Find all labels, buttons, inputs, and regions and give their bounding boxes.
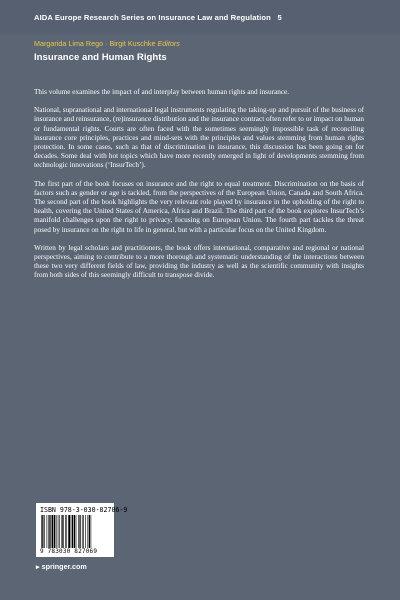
editors-line — [34, 39, 180, 48]
book-title: Insurance and Human Rights — [34, 52, 167, 63]
barcode-bar — [42, 515, 43, 548]
blurb — [34, 88, 364, 290]
barcode-bar — [88, 515, 89, 548]
barcode-bar — [59, 515, 60, 548]
barcode-bar — [85, 515, 86, 548]
barcode-bar — [61, 515, 62, 548]
barcode-bar — [65, 515, 66, 548]
isbn-label: ISBN 978-3-030-82706-9 — [40, 506, 128, 514]
barcode-bar — [56, 515, 57, 548]
barcode-bar — [41, 515, 42, 548]
barcode-bar — [83, 515, 84, 548]
barcode-bar — [79, 515, 80, 548]
barcode-bar — [66, 515, 67, 548]
barcode-bar — [63, 515, 64, 548]
barcode-bar — [68, 515, 70, 548]
barcode-bar — [58, 515, 59, 548]
barcode-bar — [91, 515, 92, 548]
barcode-bar — [71, 515, 72, 548]
editors-tag: Editors — [157, 39, 180, 48]
barcode-bar — [52, 515, 54, 548]
publisher-link[interactable] — [36, 562, 87, 571]
barcode-bar — [82, 515, 83, 548]
barcode-bar — [44, 515, 45, 548]
arrow-icon: ▸ — [36, 562, 40, 571]
blurb-paragraph: Written by legal scholars and practitioners, the book offers international, comparative and regional or national perspectives, aiming to contribute to a more thorough and systematic understanding of the interactions between these two very different fields of law, providing the industry as well as the scientific community with insights from both sides of this seemingly difficult to transpose divide. — [34, 243, 364, 280]
barcode-bar — [50, 515, 51, 548]
barcode-bars — [40, 515, 110, 548]
barcode-bar — [72, 515, 73, 548]
series-volume: 5 — [277, 13, 282, 22]
blurb-paragraph: The first part of the book focuses on insurance and the right to equal treatment. Discrimination on the basis of factors such as gender or age is tackled, from the perspectives of the European Union, Canada and South Africa. The second part of the book highlights the very relevant role played by insurance in the upholding of the right to health, covering the United States of America, Africa and Brazil. The third part of the book explores InsurTech’s manifold challenges upon the right to privacy, focusing on European Union. The fourth part tackles the threat posed by insurance on the right to life in general, but with a particular focus on the United Kingdom. — [34, 179, 364, 234]
barcode-bar — [76, 515, 77, 548]
barcode-bar — [89, 515, 90, 548]
editor-names: Margarida Lima Rego · Birgit Kuschke — [34, 39, 156, 48]
barcode-bar — [54, 515, 55, 548]
publisher-url: springer.com — [41, 562, 87, 571]
isbn-barcode — [36, 503, 128, 557]
series-title — [34, 13, 282, 22]
barcode-bar — [74, 515, 75, 548]
series-name: AIDA Europe Research Series on Insurance Law and Regulation — [34, 13, 271, 22]
barcode-bar — [48, 515, 49, 548]
barcode-bar — [47, 515, 48, 548]
blurb-paragraph: This volume examines the impact of and interplay between human rights and insurance. — [34, 88, 290, 96]
barcode-digits: 9 783030 827069 — [40, 548, 98, 555]
blurb-paragraph: National, supranational and international legal instruments regulating the taking-up and pursuit of the business of insurance and reinsurance, (re)insurance distribution and the insurance contract often refer to or impact on human or fundamental rights. Courts are often faced with the sometimes seemingly impossible task of reconciling insurance core principles, practices and mind-sets with the principles and values stemming from human rights protection. In some cases, such as that of discrimination in insurance, this discussion has been going on for decades. Some deal with hot topics which have more recently emerged in light of developments stemming from technologic innovations (‘InsurTech’). — [34, 106, 364, 170]
series-header — [0, 0, 400, 34]
barcode-bar — [78, 515, 79, 548]
